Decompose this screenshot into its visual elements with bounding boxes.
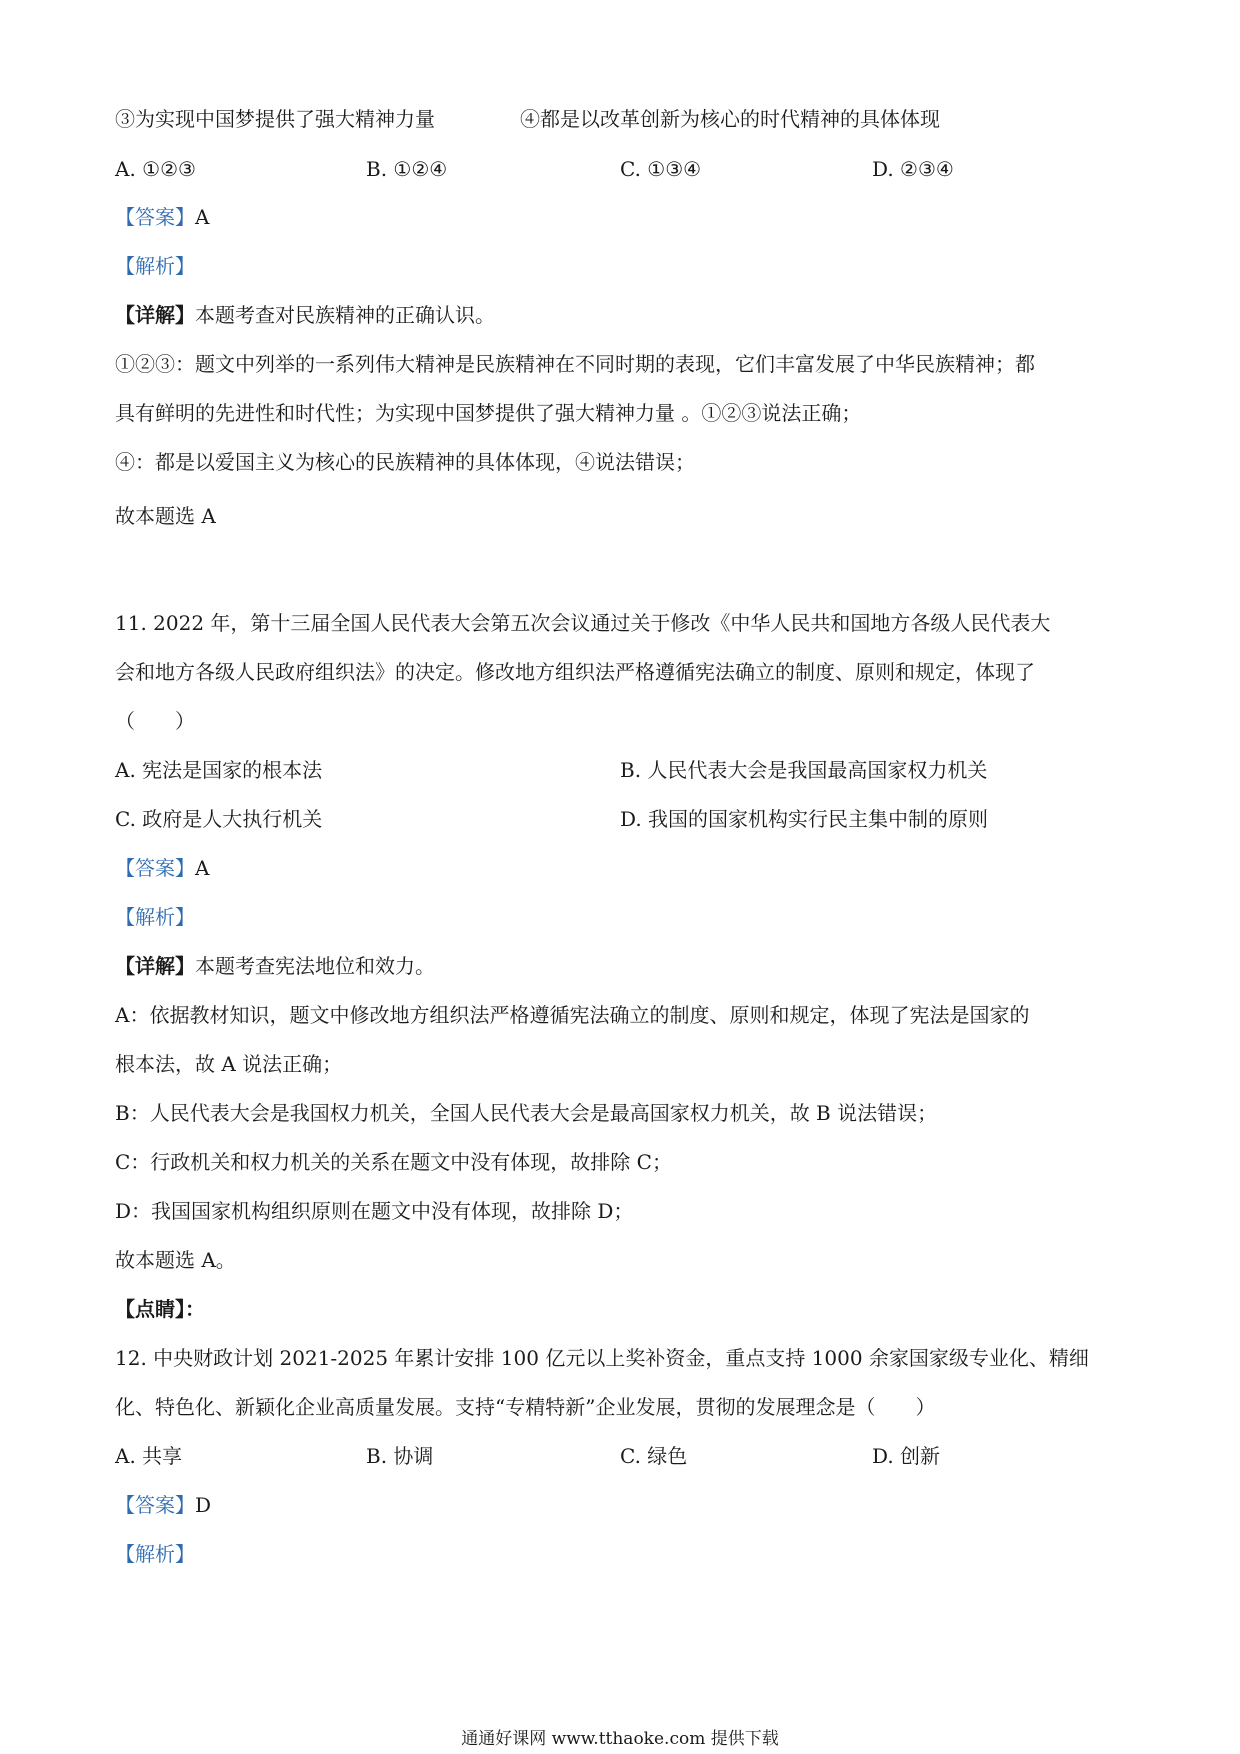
q12-option-c: C. 绿色 — [620, 1444, 688, 1468]
q11-detail-line-5: D：我国国家机构组织原则在题文中没有体现，故排除 D； — [115, 1199, 634, 1223]
q11-option-a: A. 宪法是国家的根本法 — [115, 758, 323, 782]
q11-detail-line-0 — [115, 954, 435, 978]
q10-detail-line-1: ①②③：题文中列举的一系列伟大精神是民族精神在不同时期的表现，它们丰富发展了中华民族精神；都 — [115, 352, 1035, 376]
q10-option-b: B. ①②④ — [366, 157, 448, 181]
analysis-label: 【解析】 — [115, 1542, 195, 1566]
q12-option-a: A. 共享 — [115, 1444, 183, 1468]
q10-analysis-label — [115, 254, 195, 278]
detail-text: 本题考查宪法地位和效力。 — [195, 954, 435, 978]
q12-option-d: D. 创新 — [872, 1444, 941, 1468]
q10-option-a: A. ①②③ — [115, 157, 196, 181]
analysis-label: 【解析】 — [115, 254, 195, 278]
analysis-label: 【解析】 — [115, 905, 195, 929]
q11-detail-line-1: A：依据教材知识，题文中修改地方组织法严格遵循宪法确立的制度、原则和规定，体现了宪法是国家的 — [115, 1003, 1030, 1027]
detail-text: 本题考查对民族精神的正确认识。 — [195, 303, 495, 327]
q11-option-c: C. 政府是人大执行机关 — [115, 807, 323, 831]
detail-label: 【详解】 — [115, 954, 195, 978]
detail-label: 【详解】 — [115, 303, 195, 327]
q10-detail-line-3: ④：都是以爱国主义为核心的民族精神的具体体现，④说法错误； — [115, 450, 695, 474]
answer-value: A — [195, 856, 210, 880]
q10-detail-line-4: 故本题选 A — [115, 504, 216, 528]
q12-stem-line-0: 12. 中央财政计划 2021-2025 年累计安排 100 亿元以上奖补资金，重点支持 1000 余家国家级专业化、精细 — [115, 1346, 1089, 1370]
page-footer: 通通好课网 www.tthaoke.com 提供下载 — [461, 1729, 779, 1749]
q11-answer-line — [115, 856, 209, 880]
q10-detail-line-2: 具有鲜明的先进性和时代性；为实现中国梦提供了强大精神力量 。①②③说法正确； — [115, 401, 862, 425]
q11-analysis-label — [115, 905, 195, 929]
q11-stem-line-1: 会和地方各级人民政府组织法》的决定。修改地方组织法严格遵循宪法确立的制度、原则和规定，体现了 — [115, 660, 1035, 684]
q11-dianjing-label: 【点睛】： — [115, 1297, 205, 1321]
q10-option-d: D. ②③④ — [872, 157, 954, 181]
q12-analysis-label — [115, 1542, 195, 1566]
q11-detail-line-2: 根本法，故 A 说法正确； — [115, 1052, 343, 1076]
answer-label: 【答案】 — [115, 205, 195, 229]
q11-stem-line-2: （ ） — [115, 709, 195, 733]
q11-detail-line-6: 故本题选 A。 — [115, 1248, 236, 1272]
q12-option-b: B. 协调 — [366, 1444, 434, 1468]
answer-label: 【答案】 — [115, 856, 195, 880]
q10-option-c: C. ①③④ — [620, 157, 702, 181]
q11-detail-line-4: C：行政机关和权力机关的关系在题文中没有体现，故排除 C； — [115, 1150, 672, 1174]
q10-statement-3: ③为实现中国梦提供了强大精神力量 — [115, 107, 435, 131]
q12-answer-line — [115, 1493, 211, 1517]
q10-answer-line — [115, 205, 209, 229]
answer-value: D — [195, 1493, 212, 1517]
answer-value: A — [195, 205, 210, 229]
q12-stem-line-1: 化、特色化、新颖化企业高质量发展。支持“专精特新”企业发展，贯彻的发展理念是（ ） — [115, 1395, 936, 1419]
q11-detail-line-3: B：人民代表大会是我国权力机关，全国人民代表大会是最高国家权力机关，故 B 说法错误； — [115, 1101, 938, 1125]
q11-option-b: B. 人民代表大会是我国最高国家权力机关 — [620, 758, 988, 782]
q11-option-d: D. 我国的国家机构实行民主集中制的原则 — [620, 807, 989, 831]
q10-statement-4: ④都是以改革创新为核心的时代精神的具体体现 — [520, 107, 940, 131]
q11-stem-line-0: 11. 2022 年，第十三届全国人民代表大会第五次会议通过关于修改《中华人民共和国地方各级人民代表大 — [115, 611, 1051, 635]
q10-detail-line-0 — [115, 303, 495, 327]
answer-label: 【答案】 — [115, 1493, 195, 1517]
